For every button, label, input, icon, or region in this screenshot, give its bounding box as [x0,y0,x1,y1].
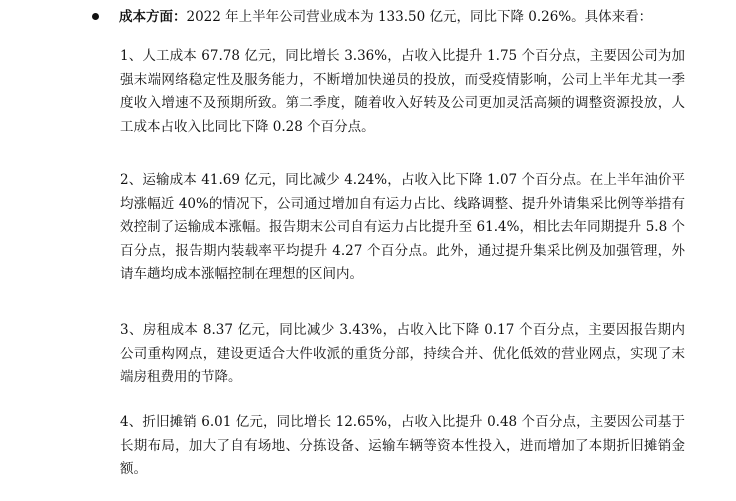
paragraph-labor-cost: 1、人工成本 67.78 亿元，同比增长 3.36%，占收入比提升 1.75 个百分点，主要因公司为加强末端网络稳定性及服务能力，不断增加快递员的投放，而受疫情影响，公司上半年尤其一季度收入增速不及预期所致。第二季度，随着收入好转及公司更加灵活高频的调整资源投放，人工成本占收入比同比下降 0.28 个百分点。 [120,48,685,135]
paragraph-transport-cost: 2、运输成本 41.69 亿元，同比减少 4.24%，占收入比下降 1.07 个百分点。在上半年油价平均涨幅近 40%的情况下，公司通过增加自有运力占比、线路调整、提升外请集采比例等举措有效控制了运输成本涨幅。报告期末公司自有运力占比提升至 61.4%，相比去年同期提升 5.8 个百分点，报告期内装载率平均提升 4.27 个百分点。此外，通过提升集采比例及加强管理，外请车趟均成本涨幅控制在理想的区间内。 [120,172,685,282]
section-summary: 2022 年上半年公司营业成本为 133.50 亿元，同比下降 0.26%。具体来看： [186,9,653,25]
paragraph-rent-cost: 3、房租成本 8.37 亿元，同比减少 3.43%，占收入比下降 0.17 个百分点，主要因报告期内公司重构网点，建设更适合大件收派的重货分部，持续合并、优化低效的营业网点，实现了末端房租费用的节降。 [120,322,685,385]
section-label: 成本方面： [119,9,187,25]
paragraph-depreciation: 4、折旧摊销 6.01 亿元，同比增长 12.65%，占收入比提升 0.48 个百分点，主要因公司基于长期布局，加大了自有场地、分拣设备、运输车辆等资本性投入，进而增加了本期折旧摊销金额。 [120,414,685,477]
bullet-icon [92,13,99,20]
section-heading [119,6,652,28]
